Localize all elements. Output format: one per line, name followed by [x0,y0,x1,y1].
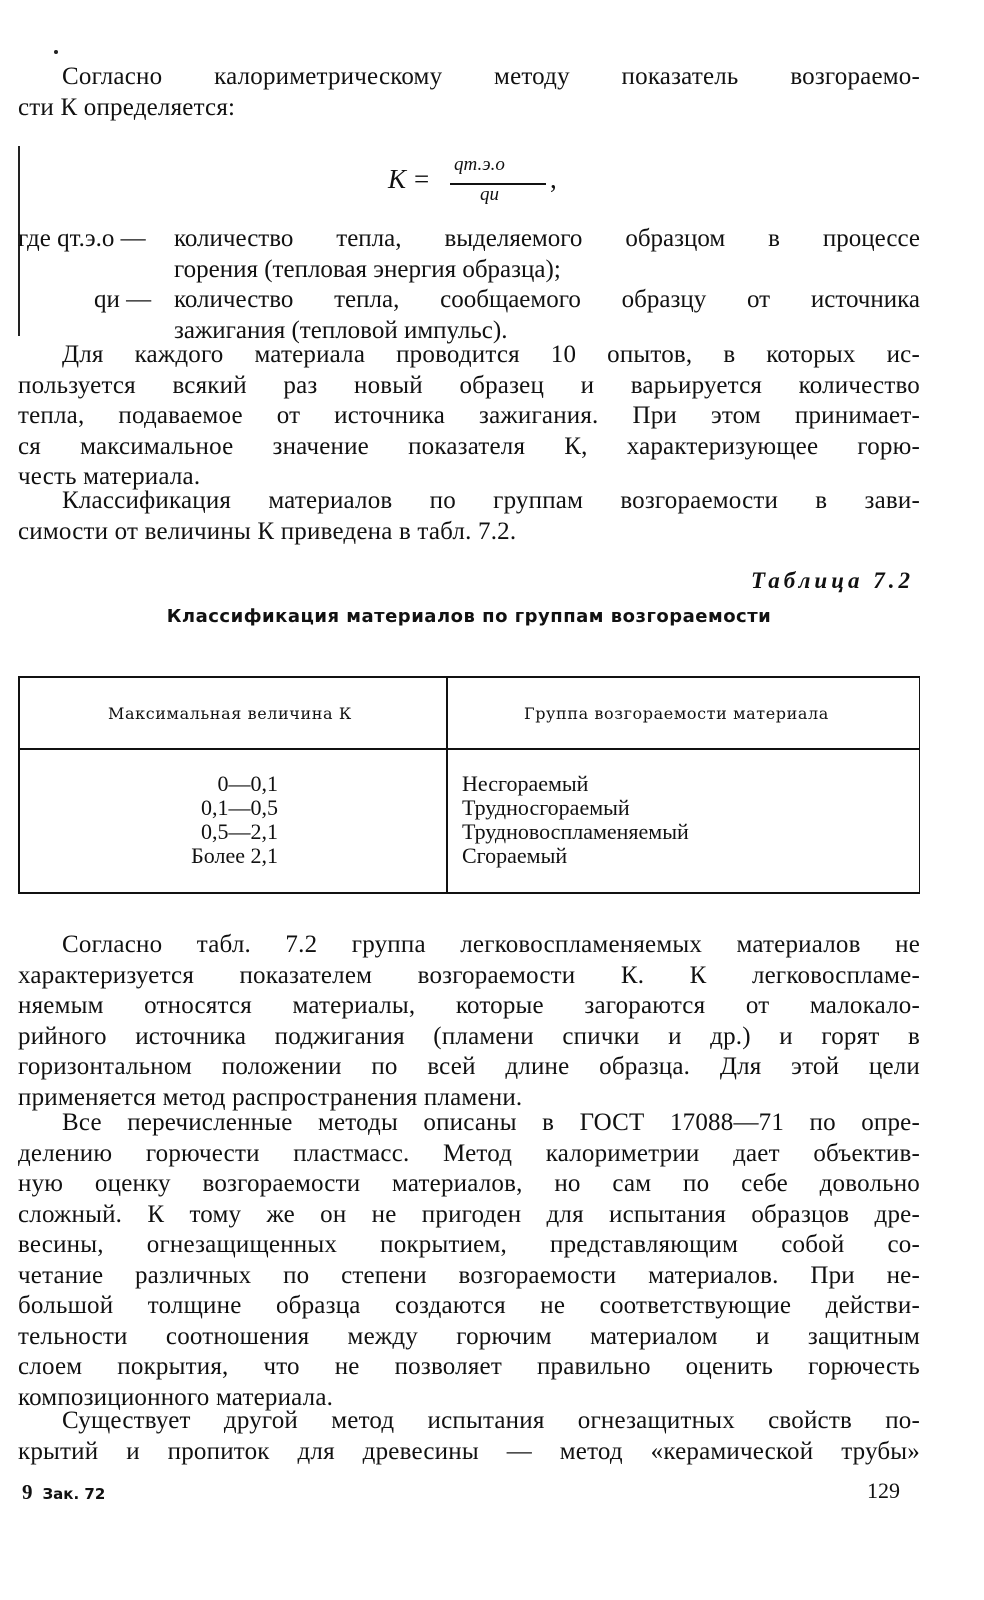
text-line: тельности соотношения между горючим материалом и защитным [18,1322,920,1350]
table-column-separator [446,676,448,894]
text-line: няемым относятся материалы, которые загораются от малокало- [18,992,920,1019]
definition-row [18,285,920,346]
text-line: зажигания (тепловой импульс). [174,316,508,344]
text-line: горения (тепловая энергия образца); [174,255,561,283]
text-line: ную оценку возгораемости материалов, но сам по себе довольно [18,1170,920,1197]
text-line: рийного источника поджигания (пламени спички и др.) и горят в [18,1022,920,1050]
table-border [18,676,20,894]
text-line: крытий и пропиток для древесины — метод «керамической трубы» [18,1437,920,1465]
text-line: Классификация материалов по группам возгораемости в зави- [62,487,920,514]
table-cell: Сгораемый [462,843,568,868]
formula-denominator: qи [480,184,499,205]
text-line: делению горючести пластмасс. Метод калориметрии дает объектив- [18,1139,920,1167]
text-line: Согласно калориметрическому методу показатель возгораемо- [62,63,920,90]
table-cell: 0,1—0,5 [201,795,278,820]
formula [388,154,588,214]
column-max-k [158,772,278,868]
text-line: Существует другой метод испытания огнезащитных свойств по- [62,1407,920,1434]
formula-k: K [388,164,407,194]
signature-number: 9 [22,1480,33,1504]
text-line: сложный. К тому же он не пригоден для испытания образцов дре- [18,1200,920,1228]
table-cell: Более 2,1 [191,843,278,868]
text-line: горизонтальном положении по всей длине образца. Для этой цели [18,1053,920,1080]
text-line: Все перечисленные методы описаны в ГОСТ 17088—71 по опре- [62,1109,920,1136]
table-cell: 0,5—2,1 [201,819,278,844]
page-number: 129 [867,1478,900,1503]
text-line: сти К определяется: [18,93,236,121]
signature-order: Зак. 72 [42,1485,106,1503]
text-line: характеризуется показателем возгораемости К. К легковоспламе- [18,961,920,989]
table-rule [18,676,920,678]
text-line: Для каждого материала проводится 10 опытов, в которых ис- [62,341,920,368]
table-number: Таблица 7.2 [750,568,914,593]
text-line: слоем покрытия, что не позволяет правильно оценить горючесть [18,1353,920,1380]
text-line: симости от величины К приведена в табл. 7.2. [18,517,517,545]
table-cell: Трудносгораемый [462,795,630,820]
formula-definitions [18,224,920,346]
book-page [18,0,948,1600]
table-title: Классификация материалов по группам возгораемости [166,606,772,627]
definition-symbol: qи — [94,286,152,313]
definition-symbol: где qт.э.о — [18,225,146,252]
text-line: пользуется всякий раз новый образец и варьируется количество [18,371,920,399]
formula-comma: , [550,164,557,194]
paragraph-classification [18,486,920,547]
text-line: ся максимальное значение показателя К, характеризующее горю- [18,432,920,460]
table-rule [18,748,920,750]
classification-table [18,676,920,894]
text-line: большой толщине образца создаются не соответствующие действи- [18,1292,920,1319]
table-rule [18,892,920,894]
table-cell: Трудновоспламеняемый [462,819,689,844]
text-line: Согласно табл. 7.2 группа легковоспламеняемых материалов не [62,931,920,958]
paragraph-intro [18,62,920,123]
definition-text [174,224,920,285]
paragraph-flammable [18,930,920,1113]
text-line: четание различных по степени возгораемости материалов. При не- [18,1261,920,1289]
text-line: тепла, подаваемое от источника зажигания. При этом принимает- [18,402,920,429]
column-header-max-k: Максимальная величина К [108,704,352,723]
text-line: весины, огнезащищенных покрытием, представляющим собой со- [18,1231,920,1258]
speck-mark [54,50,58,54]
paragraph-gost [18,1108,920,1413]
table-cell: 0—0,1 [217,771,278,796]
definition-row [18,224,920,285]
text-line: количество тепла, сообщаемого образцу от источника [174,286,920,313]
paragraph-ceramic-tube [18,1406,920,1467]
text-line: применяется метод распространения пламени. [18,1083,523,1111]
text-line: честь материала. [18,463,201,490]
text-line: композиционного материала. [18,1383,334,1411]
formula-equals: = [414,164,430,194]
table-cell: Несгораемый [462,771,589,796]
formula-numerator: qт.э.о [454,154,505,175]
paragraph-experiments [18,340,920,493]
text-line: количество тепла, выделяемого образцом в процессе [174,225,920,252]
column-header-group: Группа возгораемости материала [524,704,829,723]
column-group [462,772,689,868]
definition-text [174,285,920,346]
signature-mark [22,1480,105,1505]
table-border [919,676,921,894]
